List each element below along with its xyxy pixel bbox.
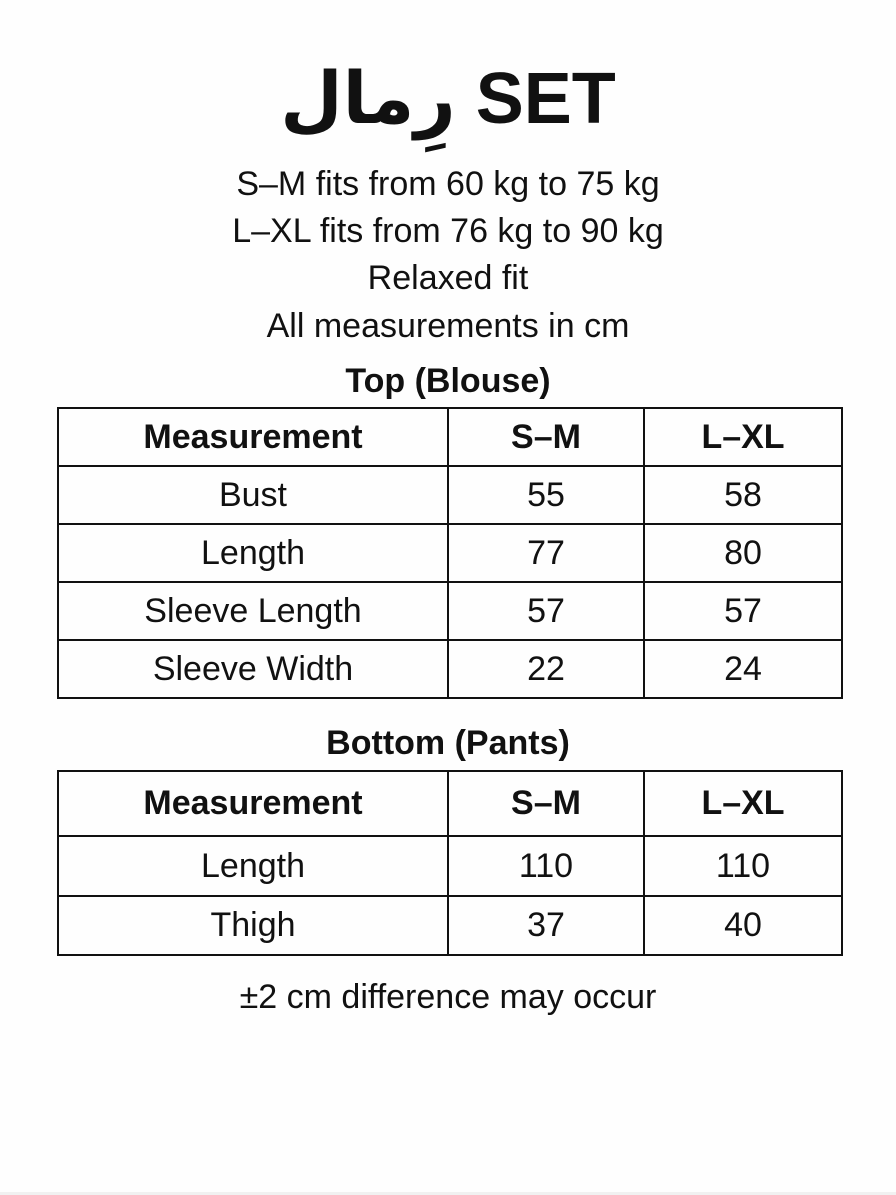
table-row — [58, 466, 842, 524]
value-l-xl: 58 — [644, 466, 842, 524]
table-row — [58, 896, 842, 955]
measurement-name: Bust — [58, 466, 448, 524]
table-row — [58, 582, 842, 640]
fit-info-line: All measurements in cm — [266, 307, 630, 345]
tolerance-note: ±2 cm difference may occur — [239, 978, 657, 1016]
fit-info-line: Relaxed fit — [367, 259, 529, 297]
table-row — [58, 524, 842, 582]
column-header-measurement: Measurement — [58, 408, 448, 466]
value-s-m: 57 — [448, 582, 644, 640]
value-s-m: 110 — [448, 836, 644, 896]
measurement-name: Sleeve Width — [58, 640, 448, 698]
top-section-heading: Top (Blouse) — [345, 362, 551, 400]
value-l-xl: 57 — [644, 582, 842, 640]
fit-info-line: L–XL fits from 76 kg to 90 kg — [232, 212, 664, 250]
table-row — [58, 640, 842, 698]
table-row — [58, 836, 842, 896]
top-size-table — [57, 407, 843, 699]
column-header-s-m: S–M — [448, 408, 644, 466]
value-s-m: 22 — [448, 640, 644, 698]
value-s-m: 55 — [448, 466, 644, 524]
table-header-row — [58, 771, 842, 836]
table-header-row — [58, 408, 842, 466]
value-s-m: 37 — [448, 896, 644, 955]
column-header-l-xl: L–XL — [644, 408, 842, 466]
measurement-name: Length — [58, 836, 448, 896]
page-title: رِمال SET — [280, 59, 616, 139]
fit-info-line: S–M fits from 60 kg to 75 kg — [236, 165, 660, 203]
value-l-xl: 80 — [644, 524, 842, 582]
column-header-measurement: Measurement — [58, 771, 448, 836]
measurement-name: Length — [58, 524, 448, 582]
bottom-section-heading: Bottom (Pants) — [326, 724, 570, 762]
value-l-xl: 24 — [644, 640, 842, 698]
measurement-name: Sleeve Length — [58, 582, 448, 640]
bottom-size-table — [57, 770, 843, 956]
column-header-s-m: S–M — [448, 771, 644, 836]
measurement-name: Thigh — [58, 896, 448, 955]
value-l-xl: 110 — [644, 836, 842, 896]
value-s-m: 77 — [448, 524, 644, 582]
value-l-xl: 40 — [644, 896, 842, 955]
column-header-l-xl: L–XL — [644, 771, 842, 836]
